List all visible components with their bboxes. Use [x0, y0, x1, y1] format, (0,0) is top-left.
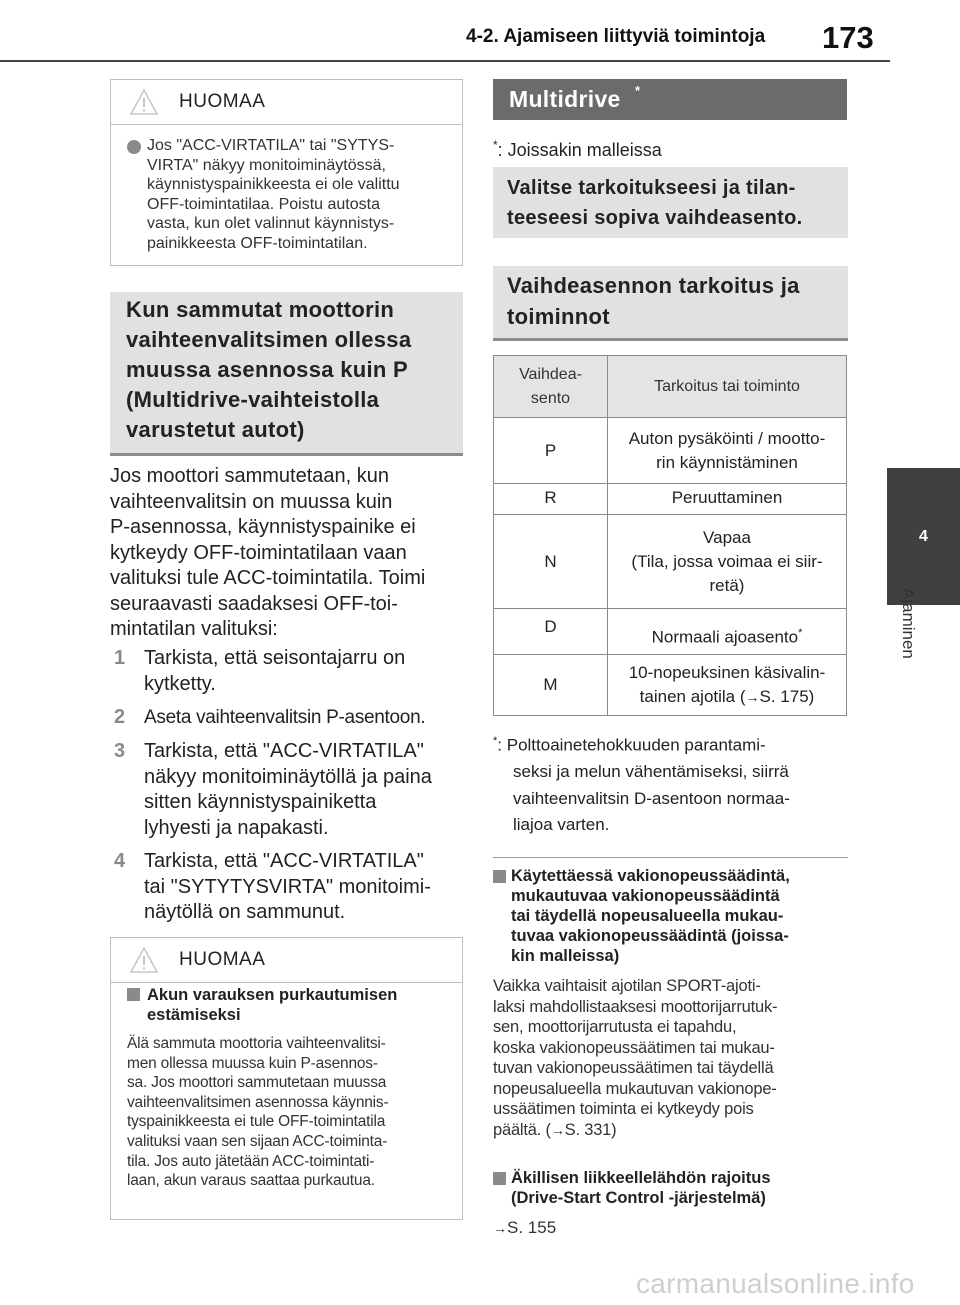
multidrive-title: Multidrive: [509, 86, 621, 112]
page-reference-link[interactable]: S. 175): [759, 687, 815, 706]
footnote-text: : Joissakin malleissa: [497, 140, 662, 160]
notice-line: OFF-toimintatilaa. Poistu autosta: [147, 195, 380, 213]
info-line: sen, moottorijarrutusta ei tapahdu,: [493, 1018, 737, 1036]
subheading-line: teeseesi sopiva vaihdeasento.: [507, 207, 803, 229]
notice-line: laan, akun varaus saattaa purkautua.: [127, 1172, 375, 1190]
heading-line: (Multidrive-vaihteistolla: [126, 387, 380, 412]
table-row: [494, 655, 847, 716]
notice-line: käynnistyspainikkeesta ei ole valittu: [147, 176, 400, 193]
info-line: Vaikka vaihtaisit ajotilan SPORT-ajoti-: [493, 977, 761, 995]
info-line: nopeusalueella mukautuvan vakionope-: [493, 1079, 777, 1098]
heading-line: vaihteenvalitsimen ollessa: [126, 327, 412, 352]
notice-line: vasta, kun olet valinnut käynnistys-: [147, 215, 395, 232]
gear-purpose-cell: [608, 609, 847, 655]
footnote-text: : Polttoainetehokkuuden parantami-: [497, 735, 766, 755]
gear-position-cell: R: [494, 484, 608, 515]
page-number: 173: [822, 20, 874, 55]
info-heading: [511, 1168, 853, 1208]
warning-triangle-icon: [129, 88, 159, 116]
gear-purpose-heading: [493, 266, 848, 341]
heading-line: Vaihdeasennon tarkoitus ja: [507, 273, 800, 298]
info-line: [493, 1120, 853, 1141]
section-heading-shutdown: [110, 292, 463, 456]
chapter-label-box: [893, 588, 923, 708]
section-divider: [493, 857, 848, 858]
multidrive-asterisk: *: [635, 83, 641, 98]
notice-subheading: [127, 985, 457, 1025]
step-2: [114, 705, 474, 731]
step-number: 3: [114, 740, 126, 762]
multidrive-heading: [493, 79, 847, 120]
step-line: tai "SYTYTYSVIRTA" monitoimi-: [144, 875, 431, 898]
info-heading-line: tuvaa vakionopeussäädintä (joissa-: [511, 927, 789, 945]
arrow-right-icon: →: [493, 1220, 507, 1236]
intro-paragraph: [110, 464, 470, 643]
cell-line: retä): [709, 575, 745, 595]
info-heading-line: mukautuvaa vakionopeussäädintä: [511, 887, 780, 905]
info-line: koska vakionopeussäätimen tai mukau-: [493, 1038, 775, 1057]
step-line: Tarkista, että seisontajarru on: [144, 647, 406, 669]
notice-header: [111, 80, 462, 125]
cell-line: Peruuttaminen: [671, 488, 783, 507]
multidrive-subheading: [493, 167, 848, 238]
step-text: [144, 739, 432, 841]
step-text: [144, 705, 425, 731]
table-header-row: [494, 356, 847, 418]
page-reference-link[interactable]: S. 155: [507, 1218, 557, 1237]
notice-line: tyspainikkeesta ei tule OFF-toimintatila: [127, 1113, 386, 1131]
bullet-square-icon: [127, 988, 140, 1001]
table-row: [494, 609, 847, 655]
gear-purpose-cell: [608, 484, 847, 515]
body-line: kytkeydy OFF-toimintatilaan vaan: [110, 541, 407, 564]
body-line: seuraavasti saadaksesi OFF-toi-: [110, 592, 398, 615]
body-line: Jos moottori sammutetaan, kun: [110, 465, 390, 487]
gear-position-cell: N: [494, 515, 608, 609]
multidrive-footnote: [493, 138, 662, 161]
info-line: tuvan vakionopeussäätimen tai täydellä: [493, 1059, 774, 1077]
table-row: [494, 515, 847, 609]
step-text: [144, 849, 431, 926]
step-text: [144, 646, 405, 697]
bullet-square-icon: [493, 1172, 506, 1185]
info-line: laksi mahdollistaaksesi moottorijarrutuk-: [493, 997, 778, 1016]
notice-text: [147, 136, 457, 253]
footnote-line: vaihteenvalitsin D-asentoon normaa-: [513, 788, 790, 808]
info-line: ussäätimen toiminta ei kytkeydy pois: [493, 1100, 754, 1118]
table-footnote: [493, 728, 853, 839]
step-line: Tarkista, että "ACC-VIRTATILA": [144, 850, 424, 872]
body-line: vaihteenvalitsin on muussa kuin: [110, 490, 393, 513]
cell-line: rin käynnistäminen: [656, 452, 798, 472]
arrow-right-icon: →: [550, 1121, 565, 1138]
gear-purpose-cell: [608, 515, 847, 609]
cell-line: Vapaa: [703, 527, 751, 547]
notice-bullet: [127, 136, 457, 253]
body-line: valituksi tule ACC-toimintatila. Toimi: [110, 567, 426, 589]
notice-box-2: [110, 937, 463, 1220]
bullet-square-icon: [493, 870, 506, 883]
notice-line: tila. Jos auto jätetään ACC-toimintati-: [127, 1152, 375, 1170]
subheading-line: estämiseksi: [147, 1006, 241, 1024]
chapter-tab: [887, 468, 960, 605]
heading-line: muussa asennossa kuin P: [126, 357, 409, 382]
step-line: näytöllä on sammunut.: [144, 901, 346, 923]
header-line: Vaihdea-: [519, 365, 582, 383]
bullet-dot-icon: [127, 140, 141, 154]
gear-purpose-cell: [608, 418, 847, 484]
cell-asterisk: *: [798, 627, 803, 640]
info-drive-start-control: [493, 1168, 853, 1238]
step-number: 4: [114, 850, 126, 872]
table-row: [494, 418, 847, 484]
info-heading-line: kin malleissa): [511, 947, 620, 965]
header-cell-purpose: Tarkoitus tai toiminto: [608, 356, 847, 418]
footnote-marker: *: [493, 735, 498, 747]
cell-text: tainen ajotila (: [639, 687, 746, 706]
notice-header: [111, 938, 462, 983]
header-section-title: 4-2. Ajamiseen liittyviä toimintoja: [466, 26, 766, 47]
notice-line: Älä sammuta moottoria vaihteenvalitsi-: [127, 1035, 386, 1052]
body-line: P-asennossa, käynnistyspainike ei: [110, 516, 416, 538]
notice-title: HUOMAA: [179, 949, 266, 970]
cell-line: 10-nopeuksinen käsivalin-: [628, 663, 826, 682]
body-line: mintatilan valituksi:: [110, 618, 278, 640]
step-number: 2: [114, 706, 126, 728]
gear-purpose-cell: [608, 655, 847, 716]
notice-title: HUOMAA: [179, 91, 266, 112]
page-reference-link[interactable]: S. 331): [564, 1120, 617, 1139]
header-line: sento: [530, 389, 571, 407]
info-reference: [493, 1218, 853, 1238]
step-line: Aseta vaihteenvalitsin P-asentoon.: [144, 707, 426, 728]
header-rule: [0, 60, 890, 62]
step-1: [114, 646, 474, 698]
watermark: carmanualsonline.info: [636, 1268, 915, 1299]
notice-line: VIRTA" näkyy monitoiminäytössä,: [147, 156, 386, 174]
footnote-line: [493, 728, 853, 759]
step-line: näkyy monitoiminäytöllä ja paina: [144, 765, 432, 788]
cell-line: Normaali ajoasento: [651, 627, 799, 647]
step-4: [114, 849, 474, 927]
footnote-line: seksi ja melun vähentämiseksi, siirrä: [513, 762, 789, 782]
header-cell-position: [494, 356, 608, 418]
warning-triangle-icon: [129, 946, 159, 974]
heading-line: Kun sammutat moottorin: [126, 297, 395, 322]
info-heading-line: Äkillisen liikkeellelähdön rajoitus: [511, 1169, 771, 1187]
step-3: [114, 739, 474, 843]
cell-line: (Tila, jossa voimaa ei siir-: [631, 551, 823, 571]
info-heading-line: (Drive-Start Control -järjestelmä): [511, 1189, 766, 1207]
gear-position-cell: M: [494, 655, 608, 716]
notice-line: painikkeesta OFF-toimintatilan.: [147, 234, 368, 252]
step-number: 1: [114, 647, 126, 669]
step-line: lyhyesti ja napakasti.: [144, 816, 329, 839]
step-line: sitten käynnistyspainiketta: [144, 791, 377, 813]
heading-line: toiminnot: [507, 304, 610, 329]
chapter-number: 4: [919, 527, 928, 545]
info-text: päältä. (: [493, 1120, 551, 1139]
info-body: [493, 976, 853, 1140]
footnote-line: liajoa varten.: [513, 815, 610, 835]
notice-box-1: [110, 79, 463, 266]
notice-text: [127, 1034, 462, 1191]
step-line: kytketty.: [144, 672, 216, 695]
notice-line: sa. Jos moottori sammutetaan muussa: [127, 1074, 387, 1092]
arrow-right-icon: →: [745, 689, 760, 705]
table-row: [494, 484, 847, 515]
heading-line: varustetut autot): [126, 417, 305, 442]
notice-subheading-text: [147, 985, 457, 1025]
info-heading-line: tai täydellä nopeusalueella mukau-: [511, 907, 784, 925]
info-heading: [511, 866, 853, 966]
gear-position-table: [493, 355, 847, 716]
subheading-line: Akun varauksen purkautumisen: [147, 986, 398, 1004]
step-line: Tarkista, että "ACC-VIRTATILA": [144, 740, 424, 762]
cell-line: [608, 685, 846, 709]
gear-position-cell: D: [494, 609, 608, 655]
notice-line: vaihteenvalitsimen asennossa käynnis-: [127, 1093, 389, 1111]
notice-line: valituksi vaan sen sijaan ACC-toiminta-: [127, 1132, 388, 1150]
info-cruise-control: [493, 866, 853, 1140]
gear-position-cell: P: [494, 418, 608, 484]
footnote-marker: *: [493, 138, 498, 152]
chapter-label: Ajaminen: [899, 588, 918, 659]
notice-line: Jos "ACC-VIRTATILA" tai "SYTYS-: [147, 137, 395, 154]
notice-line: men ollessa muussa kuin P-asennos-: [127, 1054, 378, 1072]
subheading-line: Valitse tarkoitukseesi ja tilan-: [507, 177, 796, 199]
info-heading-line: Käytettäessä vakionopeussäädintä,: [511, 867, 790, 885]
cell-line: Auton pysäköinti / mootto-: [628, 428, 826, 448]
